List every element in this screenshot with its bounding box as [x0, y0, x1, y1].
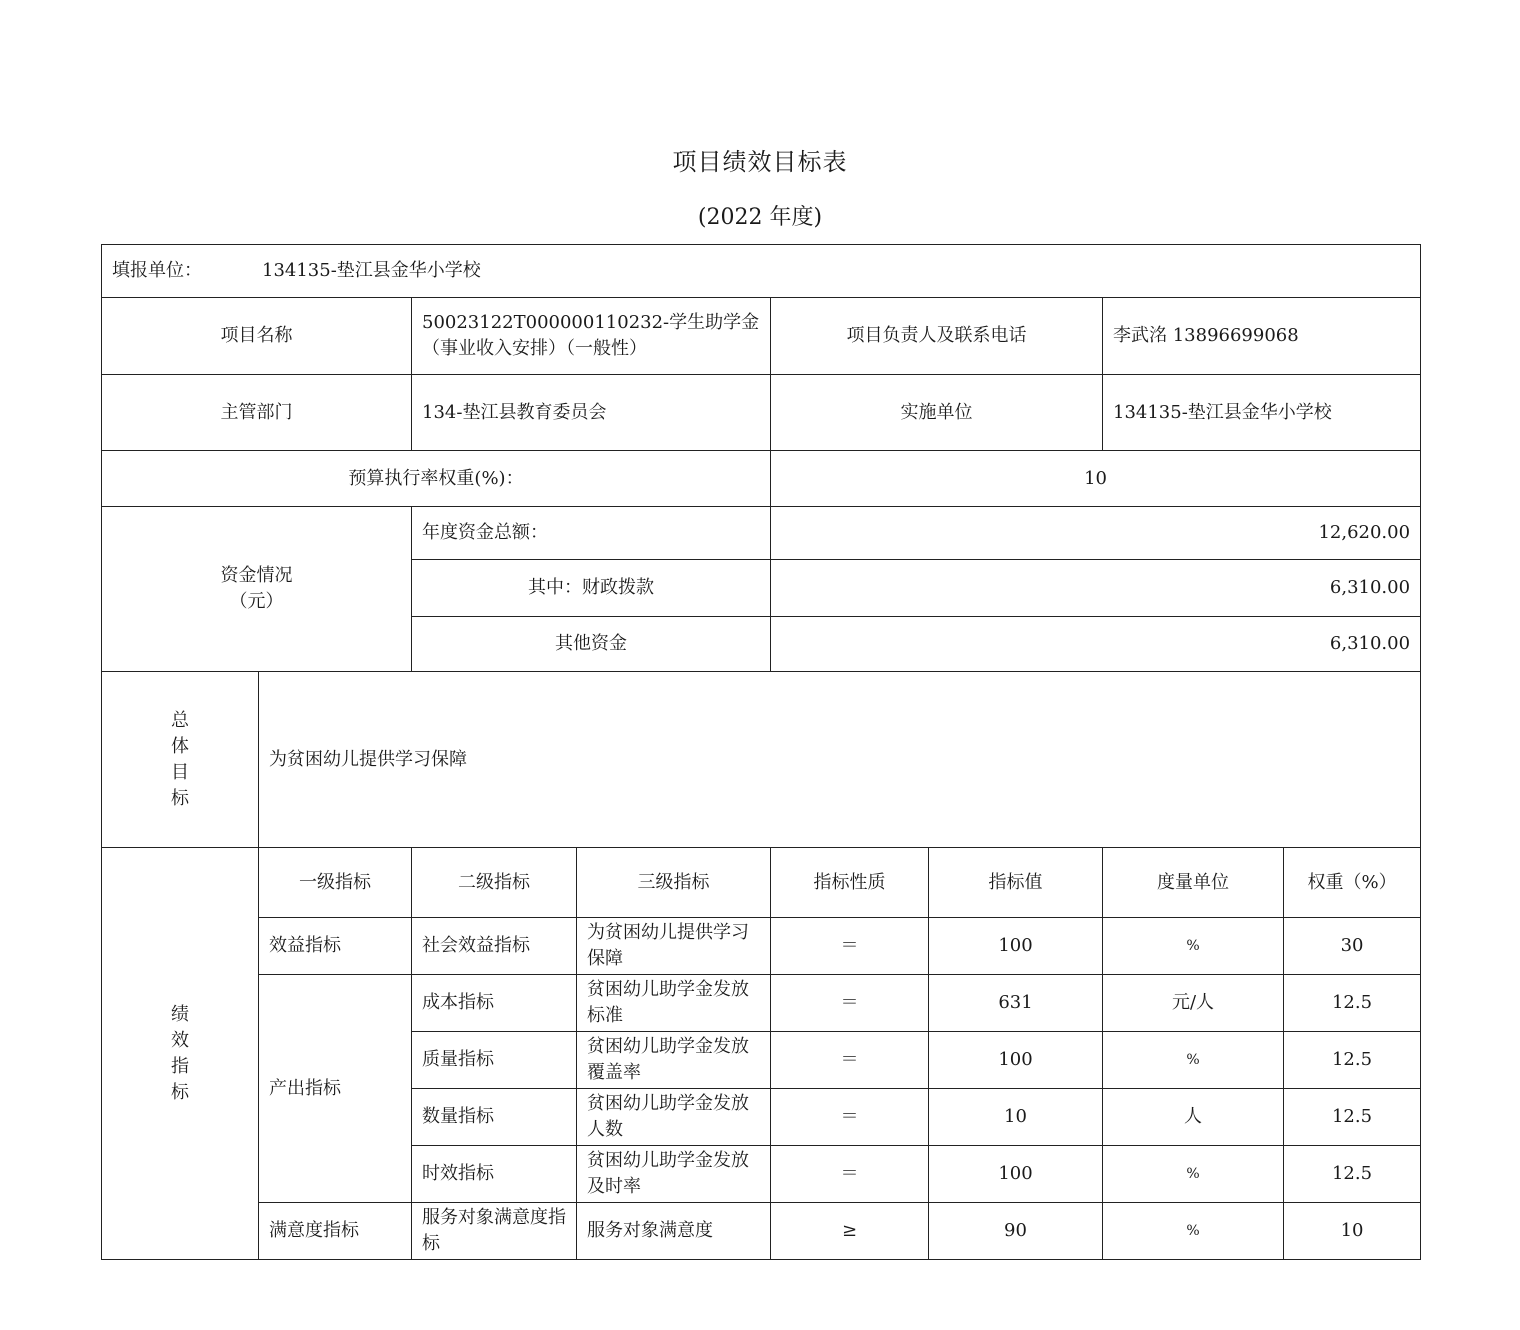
header-value: 指标值	[929, 848, 1103, 918]
value-cell: 90	[929, 1203, 1103, 1260]
level3-cell: 贫困幼儿助学金发放覆盖率	[577, 1032, 771, 1089]
performance-target-table	[101, 244, 1421, 1260]
table-row	[102, 975, 1421, 1032]
level3-cell: 贫困幼儿助学金发放标准	[577, 975, 771, 1032]
project-name-row	[102, 298, 1421, 375]
level2-cell: 成本指标	[412, 975, 577, 1032]
budget-weight-label: 预算执行率权重(%)：	[102, 451, 771, 507]
funds-fiscal-label: 其中：财政拨款	[412, 560, 771, 617]
level2-cell: 服务对象满意度指标	[412, 1203, 577, 1260]
project-name-label: 项目名称	[102, 298, 412, 375]
nature-cell: ＝	[771, 1146, 929, 1203]
report-unit-value: 134135-垫江县金华小学校	[262, 260, 481, 281]
performance-label	[102, 848, 259, 1260]
level1-cell: 产出指标	[259, 975, 412, 1203]
budget-weight-value: 10	[771, 451, 1421, 507]
department-label: 主管部门	[102, 375, 412, 451]
level1-cell: 效益指标	[259, 918, 412, 975]
weight-cell: 10	[1284, 1203, 1421, 1260]
overall-goal-char: 总	[171, 709, 189, 731]
header-unit: 度量单位	[1103, 848, 1284, 918]
weight-cell: 30	[1284, 918, 1421, 975]
header-nature: 指标性质	[771, 848, 929, 918]
funds-total-row	[102, 507, 1421, 560]
report-unit-row	[102, 245, 1421, 298]
performance-char: 指	[171, 1055, 189, 1077]
implementing-unit-label: 实施单位	[771, 375, 1103, 451]
value-cell: 100	[929, 1032, 1103, 1089]
level2-cell: 社会效益指标	[412, 918, 577, 975]
weight-cell: 12.5	[1284, 1089, 1421, 1146]
indicator-header-row	[102, 848, 1421, 918]
level3-cell: 贫困幼儿助学金发放及时率	[577, 1146, 771, 1203]
funds-label	[102, 507, 412, 672]
department-value: 134-垫江县教育委员会	[412, 375, 771, 451]
value-cell: 100	[929, 918, 1103, 975]
budget-weight-row	[102, 451, 1421, 507]
nature-cell: ＝	[771, 1089, 929, 1146]
level2-cell: 数量指标	[412, 1089, 577, 1146]
level2-cell: 质量指标	[412, 1032, 577, 1089]
unit-cell: 元/人	[1103, 975, 1284, 1032]
funds-other-value: 6,310.00	[771, 617, 1421, 672]
funds-label-line2: （元）	[229, 591, 284, 612]
value-cell: 10	[929, 1089, 1103, 1146]
overall-goal-row	[102, 672, 1421, 848]
project-name-value	[412, 298, 771, 375]
contact-label: 项目负责人及联系电话	[771, 298, 1103, 375]
unit-cell: 人	[1103, 1089, 1284, 1146]
funds-total-value: 12,620.00	[771, 507, 1421, 560]
table-row	[102, 1203, 1421, 1260]
funds-total-label: 年度资金总额：	[412, 507, 771, 560]
project-name-line2: （事业收入安排）（一般性）	[422, 338, 647, 359]
overall-goal-char: 标	[171, 787, 189, 809]
funds-label-line1: 资金情况	[220, 565, 293, 586]
level3-cell: 为贫困幼儿提供学习保障	[577, 918, 771, 975]
report-unit-cell	[102, 245, 1421, 298]
page-title: 项目绩效目标表	[672, 148, 848, 176]
overall-goal-char: 目	[171, 761, 189, 783]
nature-cell: ≥	[771, 1203, 929, 1260]
department-row	[102, 375, 1421, 451]
weight-cell: 12.5	[1284, 1146, 1421, 1203]
funds-other-label: 其他资金	[412, 617, 771, 672]
nature-cell: ＝	[771, 918, 929, 975]
header-level3: 三级指标	[577, 848, 771, 918]
overall-goal-text: 为贫困幼儿提供学习保障	[259, 672, 1421, 848]
overall-goal-label	[102, 672, 259, 848]
project-name-line1: 50023122T000000110232-学生助学金	[422, 312, 760, 333]
header-level2: 二级指标	[412, 848, 577, 918]
weight-cell: 12.5	[1284, 1032, 1421, 1089]
funds-fiscal-value: 6,310.00	[771, 560, 1421, 617]
value-cell: 100	[929, 1146, 1103, 1203]
unit-cell: %	[1103, 1146, 1284, 1203]
header-weight: 权重（%）	[1284, 848, 1421, 918]
implementing-unit-value: 134135-垫江县金华小学校	[1103, 375, 1421, 451]
contact-value: 李武洺 13896699068	[1103, 298, 1421, 375]
table-row	[102, 918, 1421, 975]
unit-cell: %	[1103, 1203, 1284, 1260]
performance-char: 标	[171, 1081, 189, 1103]
level2-cell: 时效指标	[412, 1146, 577, 1203]
value-cell: 631	[929, 975, 1103, 1032]
performance-char: 绩	[171, 1003, 189, 1025]
unit-cell: %	[1103, 918, 1284, 975]
nature-cell: ＝	[771, 1032, 929, 1089]
level1-cell: 满意度指标	[259, 1203, 412, 1260]
header-level1: 一级指标	[259, 848, 412, 918]
nature-cell: ＝	[771, 975, 929, 1032]
unit-cell: %	[1103, 1032, 1284, 1089]
performance-char: 效	[171, 1029, 189, 1051]
page-subtitle: (2022 年度)	[697, 205, 823, 230]
level3-cell: 服务对象满意度	[577, 1203, 771, 1260]
weight-cell: 12.5	[1284, 975, 1421, 1032]
level3-cell: 贫困幼儿助学金发放人数	[577, 1089, 771, 1146]
overall-goal-char: 体	[171, 735, 189, 757]
report-unit-label: 填报单位：	[112, 260, 202, 281]
